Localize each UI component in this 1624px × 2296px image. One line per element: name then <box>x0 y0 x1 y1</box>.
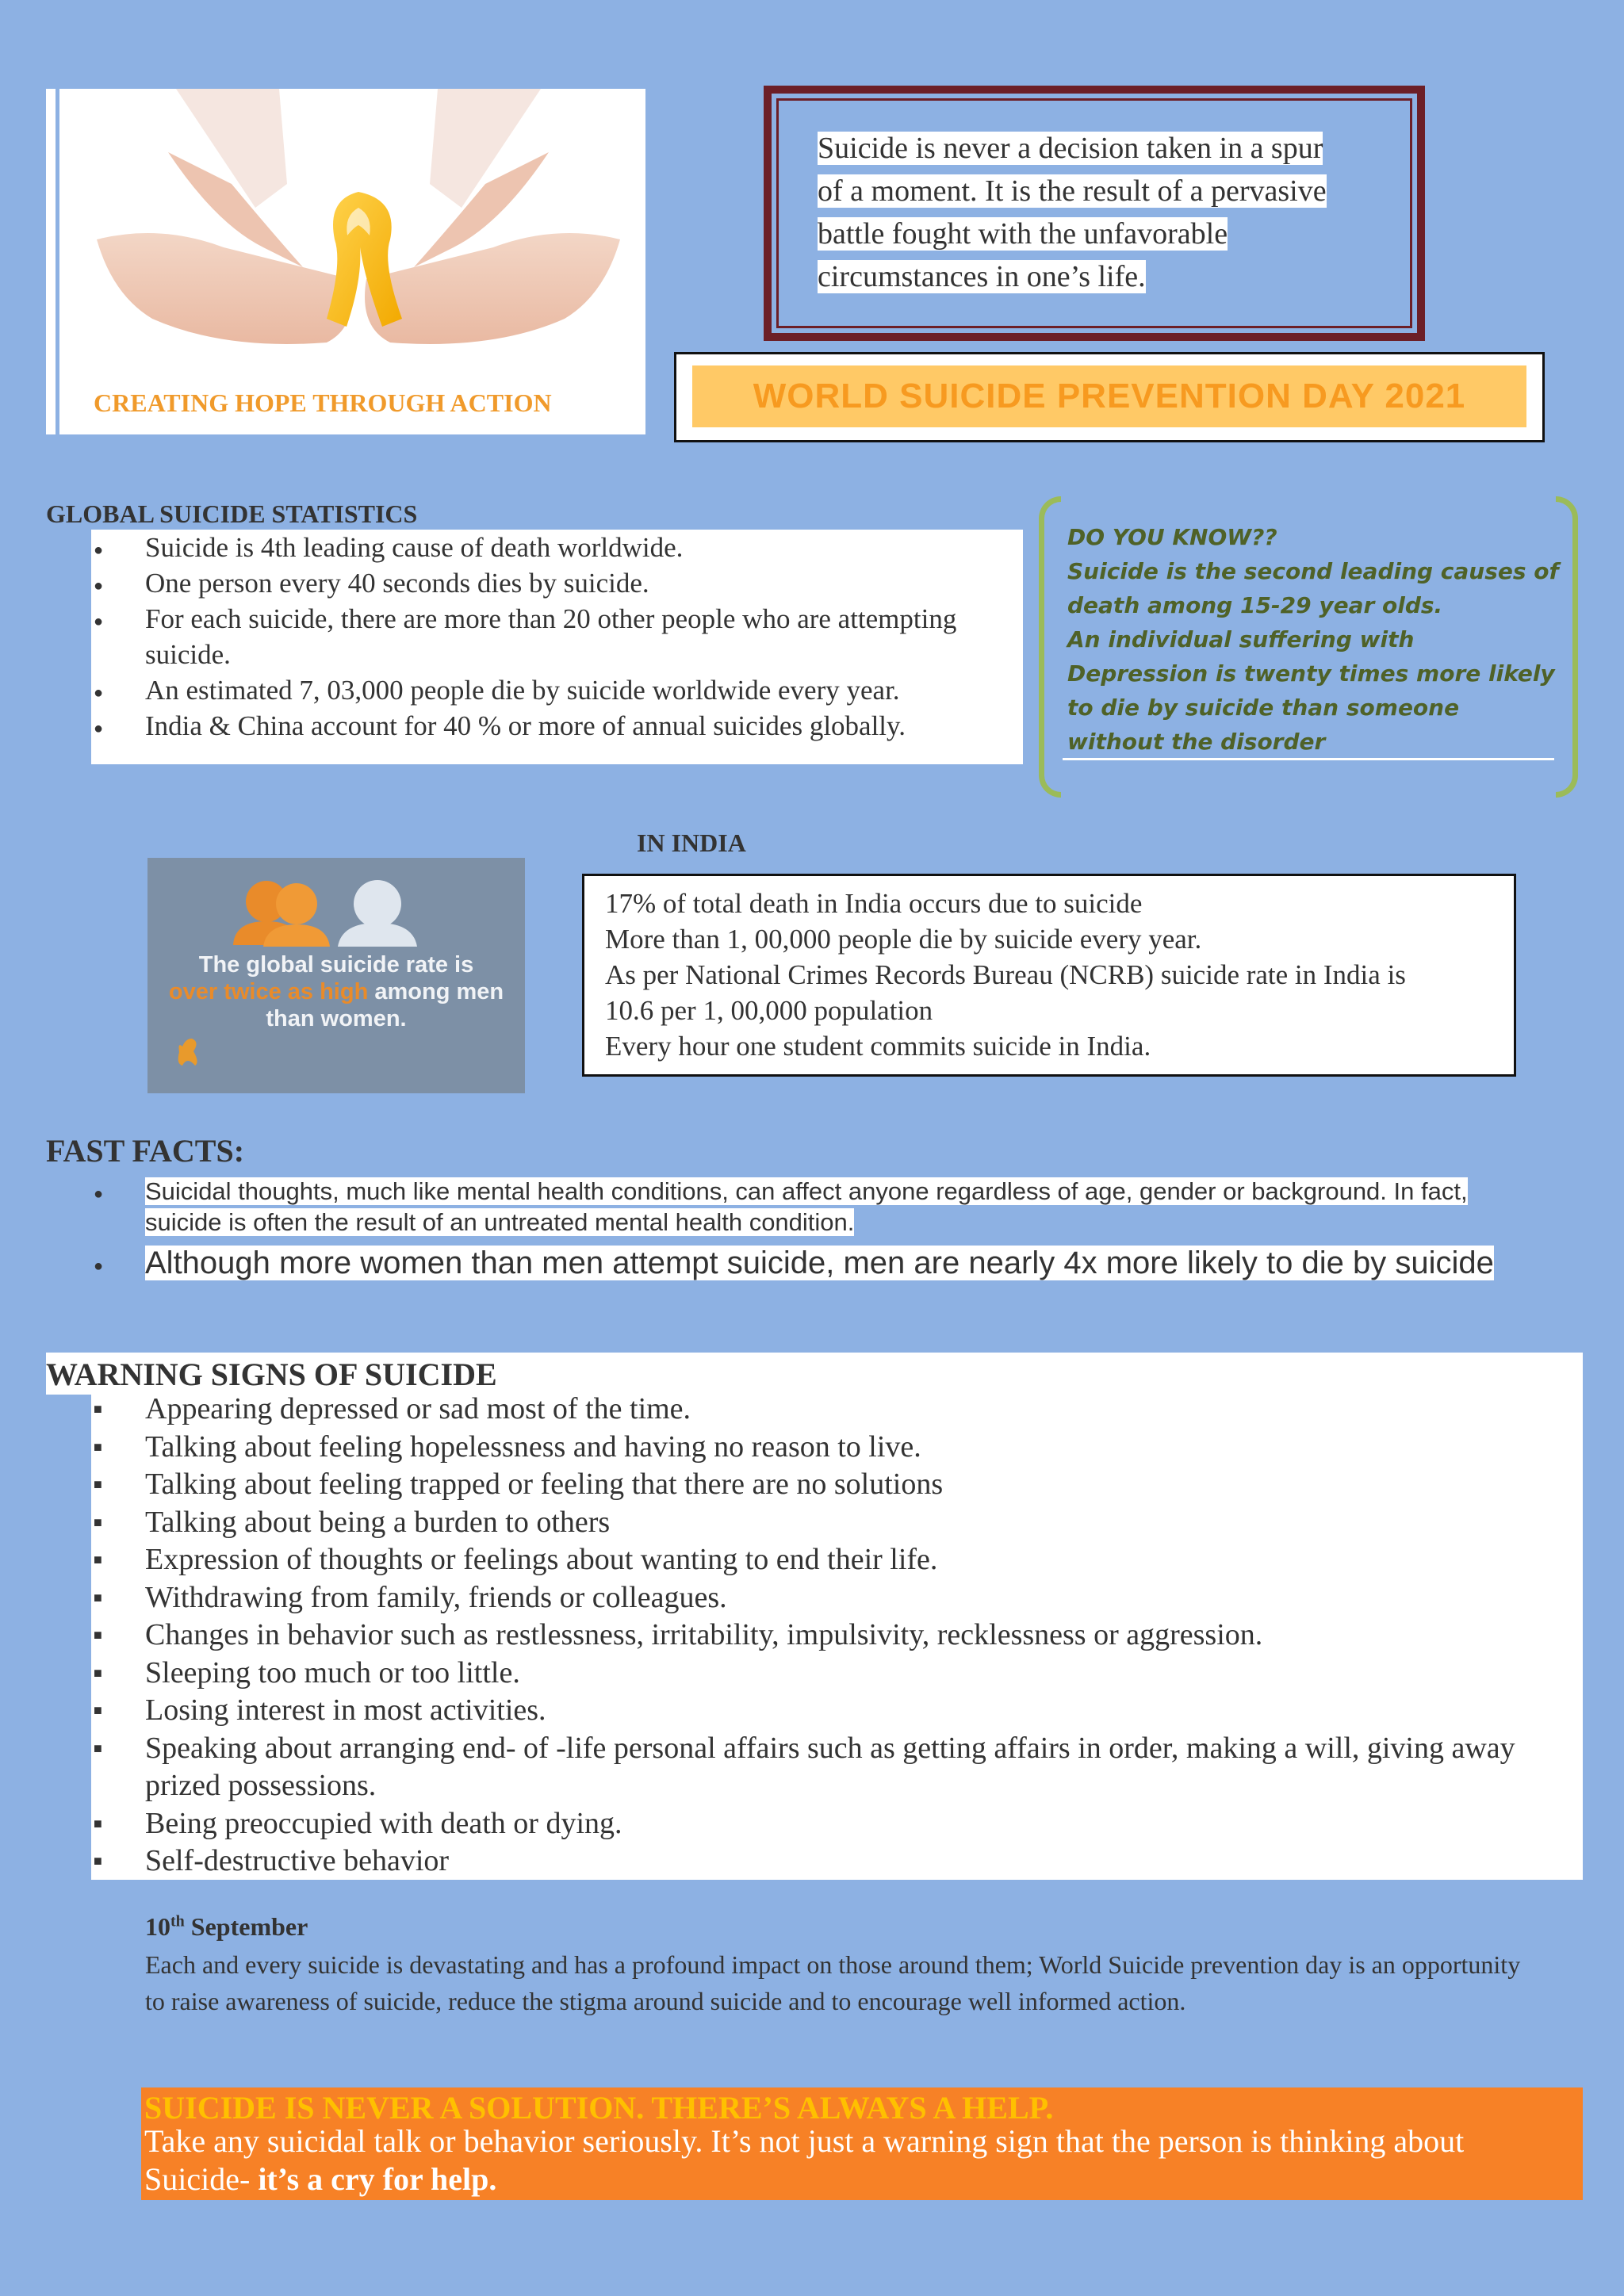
quote-line: of a moment. It is the result of a pervasive <box>818 174 1327 208</box>
quote-frame <box>764 86 1425 341</box>
quote-line: battle fought with the unfavorable <box>818 217 1228 251</box>
list-item: More than 1, 00,000 people die by suicide every year. <box>605 924 1202 955</box>
warning-signs-box <box>46 1353 1583 1880</box>
list-item: ● For each suicide, there are more than 20 other people who are attempting suicide. <box>91 601 1015 672</box>
list-item: ■ Appearing depressed or sad most of the time. <box>91 1391 1566 1429</box>
india-stats-box <box>582 874 1516 1077</box>
list-item: 17% of total death in India occurs due to suicide <box>605 888 1143 919</box>
global-stats-box <box>91 530 1023 764</box>
title-banner <box>674 352 1545 442</box>
list-item <box>91 1242 1542 1284</box>
help-banner <box>141 2087 1583 2200</box>
gender-rate-infographic <box>147 858 525 1093</box>
global-stats-list <box>91 530 1015 744</box>
infographic-line: The global suicide rate is <box>198 952 474 978</box>
list-item: ■ Changes in behavior such as restlessness, irritability, impulsivity, recklessness or aggression. <box>91 1617 1566 1655</box>
infographic-text <box>147 951 525 1032</box>
did-you-know-fact: An individual suffering with Depression is twenty times more likely to die by suicide than someone without the disorder <box>1067 626 1555 755</box>
date-suffix: th <box>170 1912 185 1931</box>
date-day: 10 <box>145 1912 170 1941</box>
help-title: SUICIDE IS NEVER A SOLUTION. THERE’S ALWAYS A HELP. <box>144 2090 1054 2126</box>
date-month: September <box>190 1912 308 1941</box>
event-date <box>145 1912 1541 1942</box>
help-body: Take any suicidal talk or behavior seriously. It’s not just a warning sign that the person is thinking about Suicide- <box>144 2123 1465 2197</box>
page-title: WORLD SUICIDE PREVENTION DAY 2021 <box>692 365 1526 427</box>
help-text <box>144 2122 1572 2198</box>
list-item: ● India & China account for 40 % or more of annual suicides globally. <box>91 708 1015 744</box>
global-stats-heading: GLOBAL SUICIDE STATISTICS <box>46 499 418 528</box>
list-item <box>91 1176 1542 1238</box>
infographic-line: among men than women. <box>266 979 504 1031</box>
list-item: ● Suicide is 4th leading cause of death worldwide. <box>91 530 1015 565</box>
september-section <box>145 1912 1541 2019</box>
help-emphasis: it’s a cry for help. <box>258 2161 497 2197</box>
fast-facts-heading: FAST FACTS: <box>46 1133 245 1169</box>
india-stats-list <box>605 886 1406 1064</box>
quote-text <box>818 127 1365 298</box>
list-item: ■ Talking about being a burden to others <box>91 1504 1566 1542</box>
list-item: As per National Crimes Records Bureau (NCRB) suicide rate in India is <box>605 959 1406 990</box>
list-item: ■ Talking about feeling trapped or feeling that there are no solutions <box>91 1466 1566 1504</box>
list-item: ■ Sleeping too much or too little. <box>91 1655 1566 1693</box>
fast-fact-text: Although more women than men attempt suicide, men are nearly 4x more likely to die by suicide <box>145 1246 1494 1280</box>
india-heading: IN INDIA <box>637 828 746 857</box>
hero-divider <box>56 89 59 434</box>
did-you-know-callout <box>1039 496 1578 798</box>
list-item: ■ Self-destructive behavior <box>91 1843 1566 1881</box>
warning-margin <box>46 1395 91 1880</box>
list-item: 10.6 per 1, 00,000 population <box>605 995 933 1026</box>
warning-signs-heading: WARNING SIGNS OF SUICIDE <box>46 1357 497 1392</box>
infographic-highlight: over twice as high <box>168 979 369 1004</box>
did-you-know-text <box>1067 520 1559 759</box>
fast-facts-list <box>91 1176 1542 1284</box>
september-description: Each and every suicide is devastating and has a profound impact on those around them; World Suicide prevention day is an opportunity to raise awareness of suicide, reduce the stigma around suicide and to encourage well informed action. <box>145 1950 1521 2015</box>
hands-ribbon-photo <box>65 89 645 374</box>
list-item: ● One person every 40 seconds dies by suicide. <box>91 565 1015 601</box>
list-item: ■ Expression of thoughts or feelings about wanting to end their life. <box>91 1541 1566 1579</box>
list-item: ■ Losing interest in most activities. <box>91 1692 1566 1730</box>
fast-fact-text: Suicidal thoughts, much like mental health conditions, can affect anyone regardless of age, gender or background. In fact, suicide is often the result of an untreated mental health condition. <box>145 1177 1468 1236</box>
quote-line: Suicide is never a decision taken in a spur <box>818 132 1323 165</box>
did-you-know-heading: DO YOU KNOW?? <box>1067 524 1277 550</box>
list-item: ■ Talking about feeling hopelessness and having no reason to live. <box>91 1429 1566 1467</box>
list-item: ■ Speaking about arranging end- of -life personal affairs such as getting affairs in order, making a will, giving away prized possessions. <box>91 1730 1566 1805</box>
warning-signs-list <box>91 1391 1566 1881</box>
list-item: ■ Withdrawing from family, friends or colleagues. <box>91 1579 1566 1617</box>
list-item: ■ Being preoccupied with death or dying. <box>91 1805 1566 1843</box>
hero-image-card <box>46 89 645 434</box>
divider-line <box>1063 758 1554 760</box>
list-item: Every hour one student commits suicide in India. <box>605 1031 1151 1062</box>
hero-caption: CREATING HOPE THROUGH ACTION <box>94 388 552 417</box>
right-bracket <box>1556 496 1578 798</box>
quote-line: circumstances in one’s life. <box>818 260 1146 293</box>
left-bracket <box>1039 496 1061 798</box>
did-you-know-fact: Suicide is the second leading causes of death among 15-29 year olds. <box>1067 558 1559 618</box>
list-item: ● An estimated 7, 03,000 people die by suicide worldwide every year. <box>91 672 1015 708</box>
